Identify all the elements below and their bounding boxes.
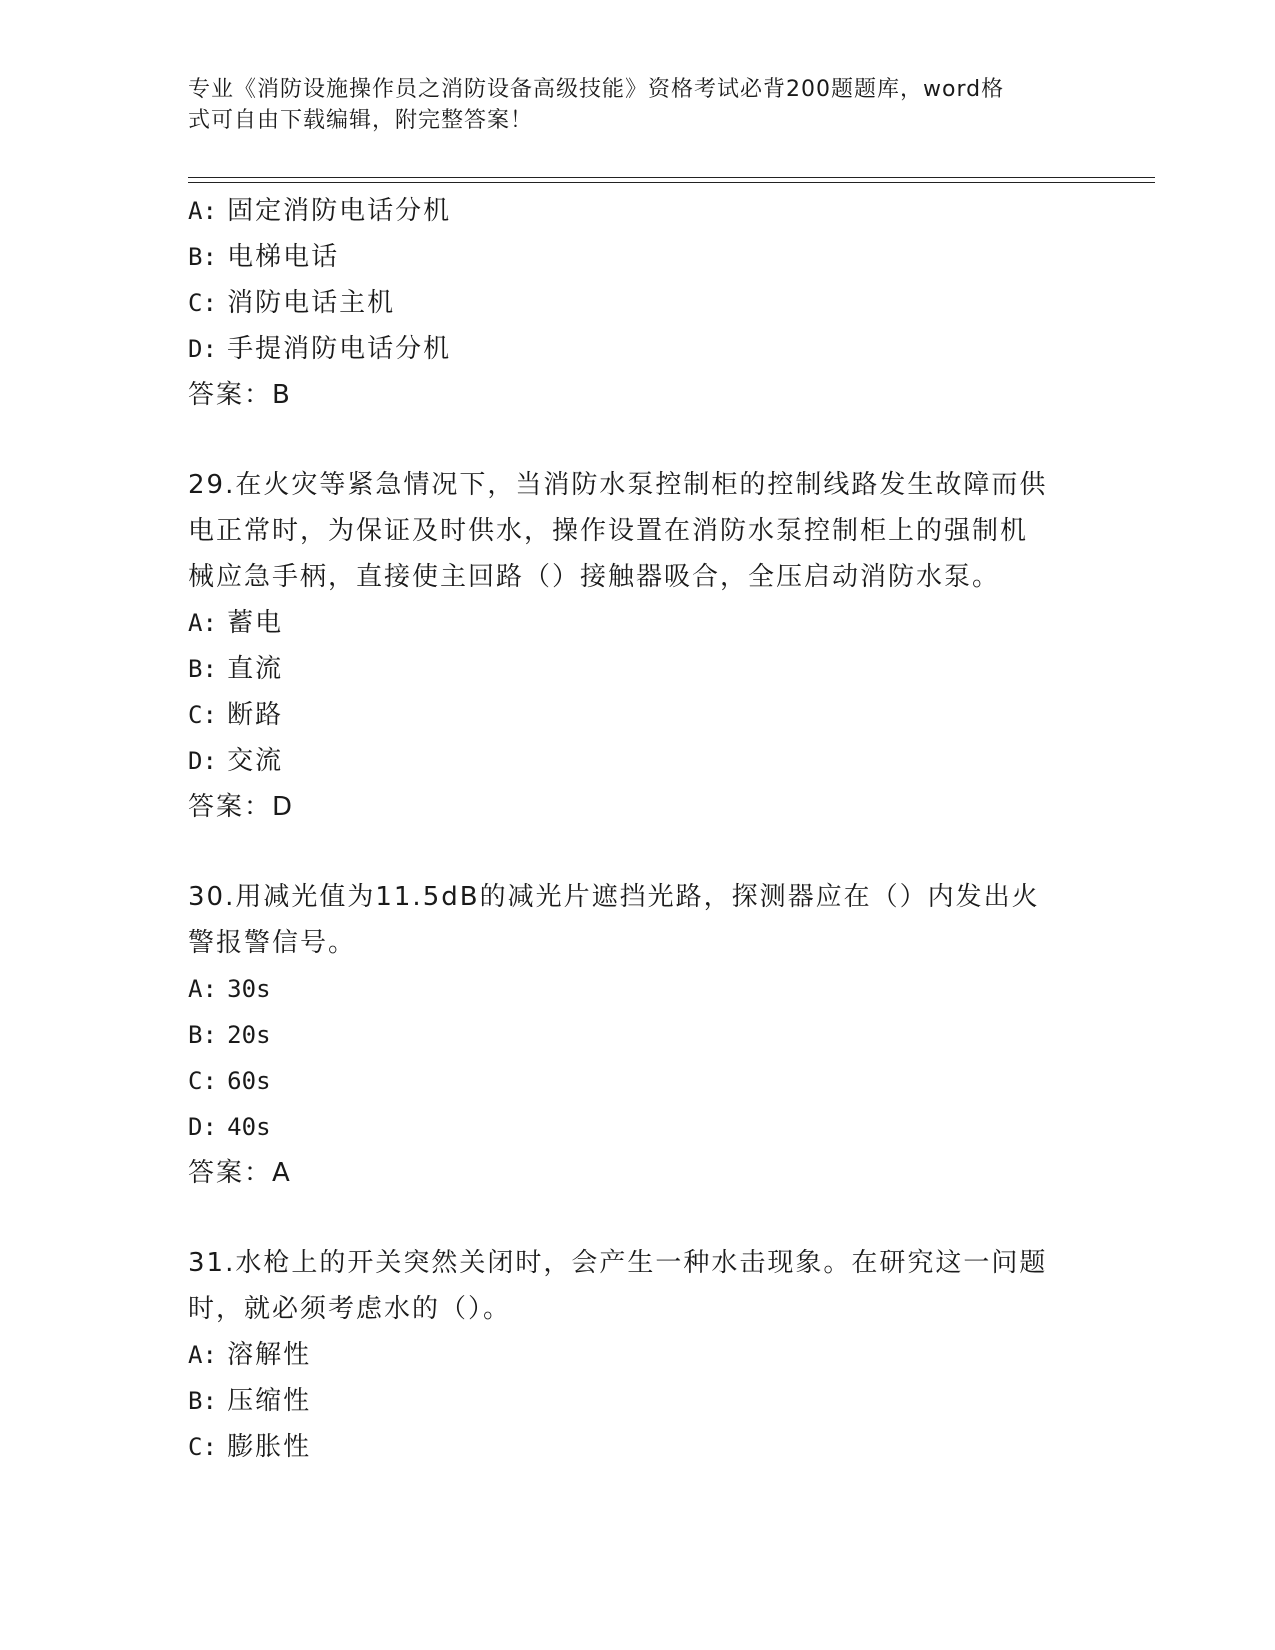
question-stem-line: 电正常时，为保证及时供水，操作设置在消防水泵控制柜上的强制机 bbox=[188, 516, 1029, 546]
option-a: A: 固定消防电话分机 bbox=[188, 196, 452, 226]
question-30 bbox=[188, 874, 1088, 1196]
question-stem-line: 械应急手柄，直接使主回路（）接触器吸合，全压启动消防水泵。 bbox=[188, 562, 1001, 592]
header-line-1: 专业《消防设施操作员之消防设备高级技能》资格考试必背200题题库，word格 bbox=[188, 77, 1005, 102]
question-stem-line: 30.用减光值为11.5dB的减光片遮挡光路，探测器应在（）内发出火 bbox=[188, 882, 1040, 912]
option-b: B: 20s bbox=[188, 1021, 271, 1049]
spacer bbox=[188, 418, 1088, 462]
header-divider-top bbox=[188, 177, 1155, 178]
option-c: C: 消防电话主机 bbox=[188, 288, 396, 318]
option-b: B: 压缩性 bbox=[188, 1386, 312, 1416]
option-b: B: 直流 bbox=[188, 654, 284, 684]
option-d: D: 手提消防电话分机 bbox=[188, 334, 452, 364]
question-stem-line: 31.水枪上的开关突然关闭时，会产生一种水击现象。在研究这一问题 bbox=[188, 1248, 1048, 1278]
option-a: A: 30s bbox=[188, 975, 271, 1003]
option-d: D: 交流 bbox=[188, 746, 284, 776]
answer: 答案：A bbox=[188, 1158, 292, 1188]
question-stem-line: 时，就必须考虑水的（）。 bbox=[188, 1294, 512, 1324]
option-a: A: 蓄电 bbox=[188, 608, 284, 638]
answer: 答案：B bbox=[188, 380, 292, 410]
question-31 bbox=[188, 1240, 1088, 1470]
document-header bbox=[188, 74, 1068, 136]
option-c: C: 膨胀性 bbox=[188, 1432, 312, 1462]
spacer bbox=[188, 1196, 1088, 1240]
question-list bbox=[188, 188, 1088, 1470]
question-28 bbox=[188, 188, 1088, 418]
option-b: B: 电梯电话 bbox=[188, 242, 340, 272]
question-stem-line: 警报警信号。 bbox=[188, 928, 357, 958]
question-stem-line: 29.在火灾等紧急情况下，当消防水泵控制柜的控制线路发生故障而供 bbox=[188, 470, 1048, 500]
answer: 答案：D bbox=[188, 792, 295, 822]
option-a: A: 溶解性 bbox=[188, 1340, 312, 1370]
question-29 bbox=[188, 462, 1088, 830]
option-c: C: 60s bbox=[188, 1067, 271, 1095]
header-divider-bottom bbox=[188, 182, 1155, 183]
option-d: D: 40s bbox=[188, 1113, 271, 1141]
header-line-2: 式可自由下载编辑，附完整答案！ bbox=[188, 108, 534, 133]
spacer bbox=[188, 830, 1088, 874]
option-c: C: 断路 bbox=[188, 700, 284, 730]
